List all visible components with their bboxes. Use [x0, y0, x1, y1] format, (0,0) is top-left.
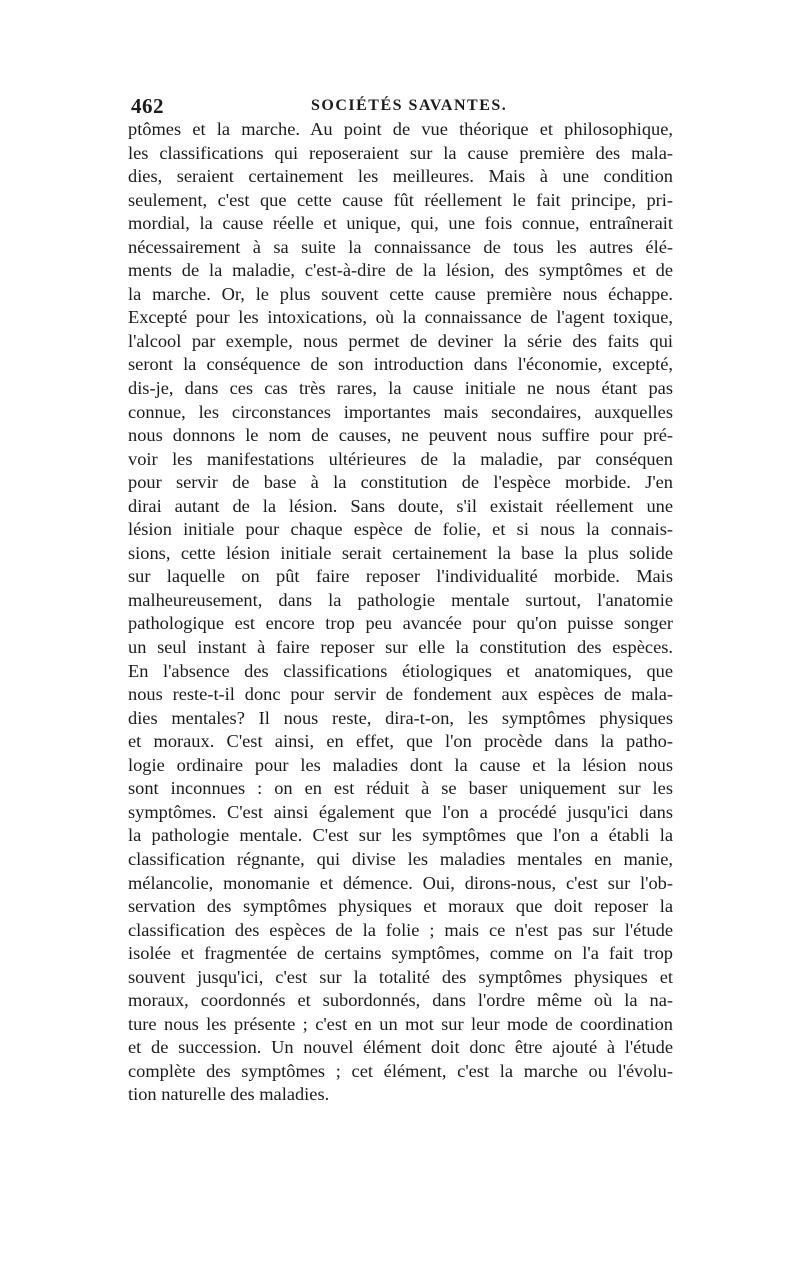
text-line: l'alcool par exemple, nous permet de deviner la série des faits qui [128, 330, 673, 351]
text-line: symptômes. C'est ainsi également que l'on a procédé jusqu'ici dans [128, 801, 673, 822]
text-line: ture nous les présente ; c'est en un mot sur leur mode de coordination [128, 1013, 673, 1034]
body-paragraph [128, 118, 673, 1107]
text-line: connue, les circonstances importantes mais secondaires, auxquelles [128, 401, 673, 422]
text-line: nécessairement à sa suite la connaissance de tous les autres élé- [128, 236, 673, 257]
text-line: tion naturelle des maladies. [128, 1084, 330, 1105]
text-line: classification des espèces de la folie ; mais ce n'est pas sur l'étude [128, 919, 673, 940]
text-line: malheureusement, dans la pathologie mentale surtout, l'anatomie [128, 589, 673, 610]
text-line: isolée et fragmentée de certains symptômes, comme on l'a fait trop [128, 943, 673, 964]
text-line: pathologique est encore trop peu avancée pour qu'on puisse songer [128, 613, 673, 634]
text-line: sions, cette lésion initiale serait certainement la base la plus solide [128, 542, 673, 563]
text-line: sont inconnues : on en est réduit à se baser uniquement sur les [128, 778, 673, 799]
text-line: mélancolie, monomanie et démence. Oui, dirons-nous, c'est sur l'ob- [128, 872, 673, 893]
text-line: souvent jusqu'ici, c'est sur la totalité des symptômes physiques et [128, 966, 673, 987]
running-head [131, 94, 671, 118]
page-number: 462 [131, 94, 164, 118]
text-line: Excepté pour les intoxications, où la connaissance de l'agent toxique, [128, 307, 673, 328]
text-line: dirai autant de la lésion. Sans doute, s'il existait réellement une [128, 495, 673, 516]
text-line: mordial, la cause réelle et unique, qui, une fois connue, entraînerait [128, 213, 673, 234]
text-line: dis-je, dans ces cas très rares, la cause initiale ne nous étant pas [128, 378, 673, 399]
text-line: classification régnante, qui divise les maladies mentales en manie, [128, 848, 673, 869]
text-line: seront la conséquence de son introduction dans l'économie, excepté, [128, 354, 673, 375]
text-line: ptômes et la marche. Au point de vue théorique et philosophique, [128, 119, 673, 139]
text-line: logie ordinaire pour les maladies dont la cause et la lésion nous [128, 754, 673, 775]
text-line: voir les manifestations ultérieures de la maladie, par conséquen [128, 448, 673, 469]
text-line: moraux, coordonnés et subordonnés, dans l'ordre même où la na- [128, 990, 673, 1011]
text-line: et de succession. Un nouvel élément doit donc être ajouté à l'étude [128, 1037, 673, 1058]
text-line: nous donnons le nom de causes, ne peuvent nous suffire pour pré- [128, 425, 673, 446]
text-line: complète des symptômes ; cet élément, c'est la marche ou l'évolu- [128, 1060, 673, 1081]
text-line: dies mentales? Il nous reste, dira-t-on, les symptômes physiques [128, 707, 673, 728]
text-line: la pathologie mentale. C'est sur les symptômes que l'on a établi la [128, 825, 673, 846]
text-line: En l'absence des classifications étiologiques et anatomiques, que [128, 660, 673, 681]
text-line: nous reste-t-il donc pour servir de fondement aux espèces de mala- [128, 684, 673, 705]
text-line: et moraux. C'est ainsi, en effet, que l'on procède dans la patho- [128, 731, 673, 752]
text-line: ments de la maladie, c'est-à-dire de la lésion, des symptômes et de [128, 260, 673, 281]
text-line: un seul instant à faire reposer sur elle la constitution des espèces. [128, 637, 673, 658]
text-line: pour servir de base à la constitution de l'espèce morbide. J'en [128, 472, 673, 493]
text-line: lésion initiale pour chaque espèce de folie, et si nous la connais- [128, 519, 673, 540]
text-line: les classifications qui reposeraient sur la cause première des mala- [128, 142, 673, 163]
running-title: SOCIÉTÉS SAVANTES. [311, 97, 508, 114]
text-line: la marche. Or, le plus souvent cette cause première nous échappe. [128, 283, 673, 304]
text-line: servation des symptômes physiques et moraux que doit reposer la [128, 896, 673, 917]
text-line: seulement, c'est que cette cause fût réellement le fait principe, pri- [128, 189, 673, 210]
text-line: dies, seraient certainement les meilleures. Mais à une condition [128, 166, 673, 187]
text-line: sur laquelle on pût faire reposer l'individualité morbide. Mais [128, 566, 673, 587]
